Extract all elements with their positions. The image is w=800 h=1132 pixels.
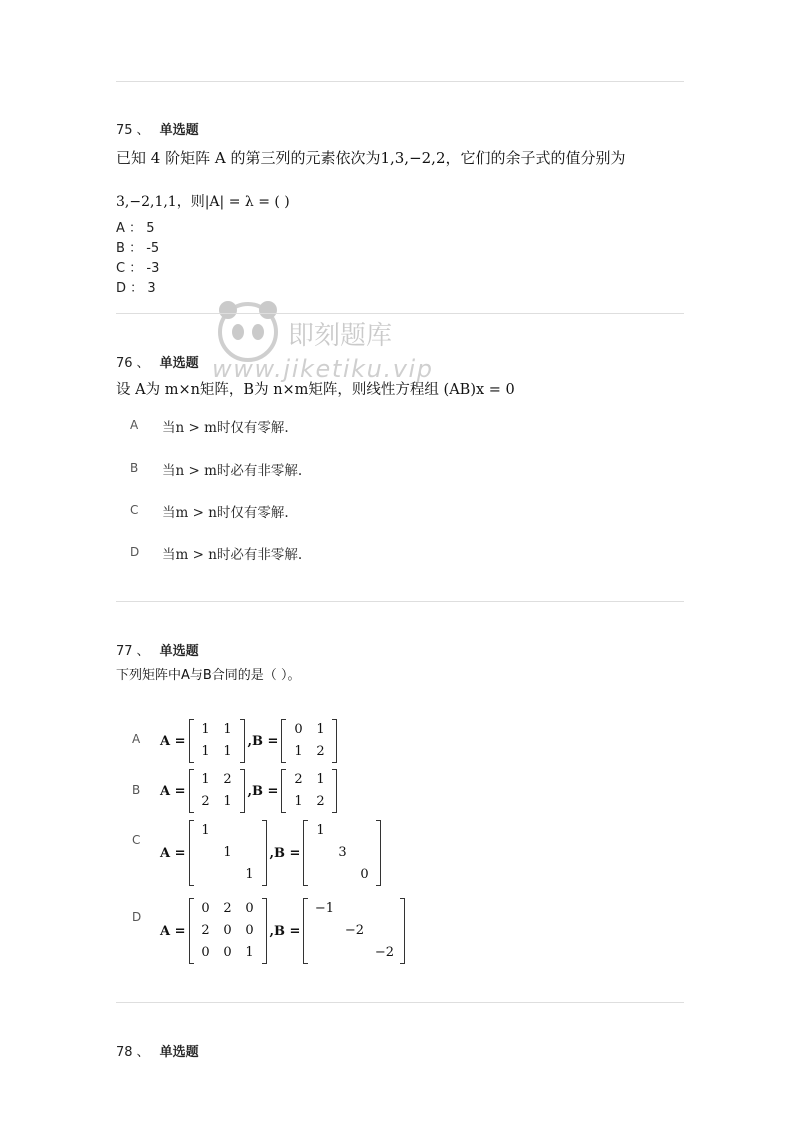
matrix-cell (369, 920, 399, 942)
divider-top (116, 81, 684, 82)
question-75-option-a[interactable]: A ： 5 (116, 221, 155, 236)
option-letter: D (132, 910, 142, 924)
matrix-cell (239, 820, 261, 842)
matrix-cell: 1 (201, 744, 210, 759)
divider-75 (116, 313, 684, 314)
matrix-cell: 0 (223, 923, 232, 938)
matrix-b-label: ,B = (247, 783, 279, 799)
matrix-cell (331, 864, 353, 886)
matrix-cell: 1 (201, 823, 210, 838)
matrix-cell: 0 (201, 901, 210, 916)
matrix-a-label: A = (160, 783, 186, 799)
matrix-cell: 2 (223, 901, 232, 916)
matrix-cell (217, 864, 239, 886)
matrix-cell (217, 820, 239, 842)
matrix-cell: 1 (223, 845, 232, 860)
panda-icon (219, 301, 277, 360)
matrix-a (189, 898, 267, 964)
question-75-header: 75 、 单选题 (116, 123, 199, 138)
question-75-stem-line2: 3,−2,1,1，则|A| = λ = ( ) (116, 194, 290, 210)
question-number: 75 (116, 123, 133, 138)
question-type: 单选题 (159, 356, 199, 371)
matrix-cell (331, 820, 353, 842)
question-75-option-d[interactable]: D ： 3 (116, 281, 156, 296)
matrix-cell (309, 920, 339, 942)
watermark-url: www.jiketiku.vip (212, 355, 432, 383)
matrix-cell: −1 (314, 901, 335, 916)
matrix-b-label: ,B = (269, 923, 301, 939)
matrix-cell: 1 (245, 867, 254, 882)
option-letter: A (132, 732, 141, 746)
matrix-cell: 1 (223, 744, 232, 759)
matrix-cell (309, 942, 339, 964)
matrix-b (303, 898, 405, 964)
matrix-pair (160, 820, 384, 886)
question-number: 78 (116, 1045, 133, 1060)
matrix-b (281, 769, 337, 813)
matrix-cell: 1 (294, 744, 303, 759)
matrix-pair (160, 769, 340, 813)
question-type: 单选题 (159, 644, 199, 659)
matrix-cell: 2 (201, 794, 210, 809)
matrix-a (189, 820, 267, 886)
matrix-cell (239, 842, 261, 864)
matrix-cell: 0 (294, 722, 303, 737)
matrix-cell (339, 942, 369, 964)
matrix-cell (339, 898, 369, 920)
matrix-cell: 3 (338, 845, 347, 860)
question-type: 单选题 (159, 1045, 199, 1060)
question-77-stem: 下列矩阵中A与B合同的是（ ）。 (116, 668, 301, 683)
matrix-cell: 1 (201, 722, 210, 737)
matrix-a (189, 769, 245, 813)
matrix-cell: 2 (201, 923, 210, 938)
matrix-cell: 0 (201, 945, 210, 960)
matrix-cell: 2 (316, 794, 325, 809)
question-number: 77 (116, 644, 133, 659)
matrix-a (189, 719, 245, 763)
matrix-cell: 1 (223, 794, 232, 809)
matrix-cell: 1 (201, 772, 210, 787)
matrix-b (303, 820, 381, 886)
matrix-cell: 1 (294, 794, 303, 809)
matrix-cell (309, 842, 331, 864)
matrix-cell: 0 (245, 901, 254, 916)
option-letter: B (132, 783, 141, 797)
matrix-a-label: A = (160, 845, 186, 861)
question-78-header: 78 、 单选题 (116, 1045, 199, 1060)
question-75-stem-line1: 已知 4 阶矩阵 A 的第三列的元素依次为1,3,−2,2，它们的余子式的值分别为 (116, 149, 626, 167)
matrix-cell: 1 (316, 722, 325, 737)
matrix-cell: 1 (223, 722, 232, 737)
divider-77 (116, 1002, 684, 1003)
matrix-cell (369, 898, 399, 920)
matrix-cell (353, 820, 375, 842)
matrix-b-label: ,B = (247, 733, 279, 749)
question-75-option-b[interactable]: B ： -5 (116, 241, 160, 256)
matrix-cell: 0 (223, 945, 232, 960)
question-75-option-c[interactable]: C ： -3 (116, 261, 160, 276)
matrix-a-label: A = (160, 923, 186, 939)
matrix-b (281, 719, 337, 763)
matrix-cell: 0 (360, 867, 369, 882)
matrix-cell: −2 (374, 945, 395, 960)
question-76-stem: 设 A为 m×n矩阵，B为 n×m矩阵，则线性方程组 (AB)x = 0 (116, 382, 515, 398)
matrix-cell: 1 (316, 823, 325, 838)
option-letter: C (132, 833, 141, 847)
matrix-b-label: ,B = (269, 845, 301, 861)
matrix-cell: 2 (294, 772, 303, 787)
matrix-cell (195, 842, 217, 864)
matrix-cell (195, 864, 217, 886)
question-number: 76 (116, 356, 133, 371)
matrix-cell: −2 (344, 923, 365, 938)
matrix-pair (160, 719, 340, 763)
question-type: 单选题 (159, 123, 199, 138)
matrix-cell: 0 (245, 923, 254, 938)
matrix-cell: 1 (245, 945, 254, 960)
matrix-pair (160, 898, 408, 964)
divider-76 (116, 601, 684, 602)
matrix-cell: 1 (316, 772, 325, 787)
watermark-title: 即刻题库 (288, 321, 393, 351)
question-76-header: 76 、 单选题 (116, 356, 199, 371)
matrix-cell (309, 864, 331, 886)
matrix-cell: 2 (223, 772, 232, 787)
matrix-a-label: A = (160, 733, 186, 749)
matrix-cell: 2 (316, 744, 325, 759)
matrix-cell (353, 842, 375, 864)
question-77-header: 77 、 单选题 (116, 644, 199, 659)
